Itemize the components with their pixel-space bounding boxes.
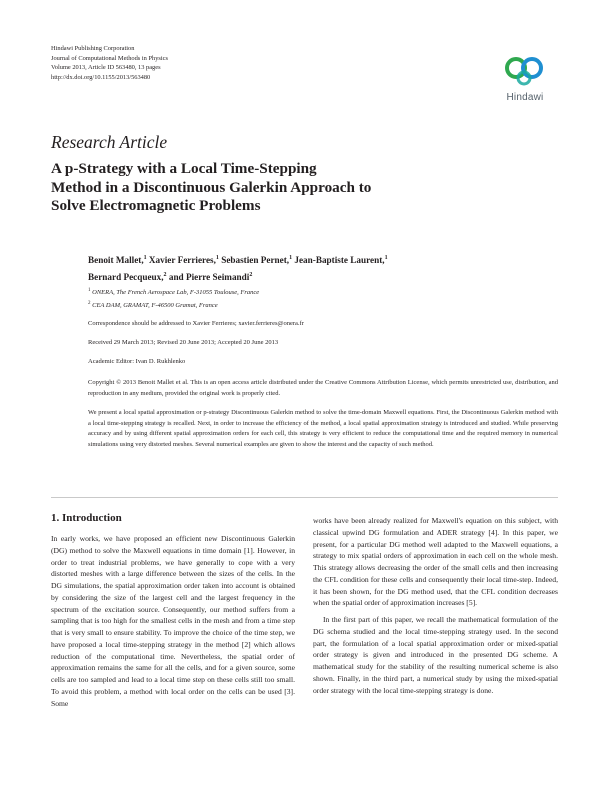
divider	[51, 497, 558, 498]
author-name: and Pierre Seimandi	[168, 271, 250, 282]
journal-header	[51, 44, 168, 82]
article-type: Research Article	[51, 132, 168, 152]
hindawi-logo-text: Hindawi	[506, 92, 544, 103]
affil-mark: 1	[88, 288, 91, 293]
author-affil-mark: 1	[215, 255, 219, 261]
author-name: Benoit Mallet,	[88, 255, 144, 266]
author-name: Xavier Ferrieres,	[148, 255, 216, 266]
author-name: Bernard Pecqueux,	[88, 271, 164, 282]
author-affil-mark: 1	[384, 255, 388, 261]
abstract: We present a local spatial approximation or p-strategy Discontinuous Galerkin method to solve the time-domain Maxwell equations. First, the Discontinuous Galerkin method with a local time-stepping strategy is recalled. Next, in order to increase the efficiency of the method, a local spatial approximation strategy is introduced and studied. While preserving accuracy and by using different spatial approximation orders for each cell, this strategy is very efficient to reduce the computational time and the required memory in numerical simulations using very distorted meshes. Several numerical examples are given to show the interest and the capacity of such method.	[88, 409, 558, 448]
title-line: A p-Strategy with a Local Time-Stepping	[51, 160, 317, 177]
author-affil-mark: 2	[249, 271, 253, 278]
publisher-name: Hindawi Publishing Corporation	[51, 45, 135, 52]
affil-mark: 2	[88, 300, 91, 306]
article-title	[51, 160, 491, 216]
author-name: Jean-Baptiste Laurent,	[294, 255, 385, 266]
affiliations	[88, 286, 259, 311]
author-list	[88, 251, 558, 284]
title-line: Solve Electromagnetic Problems	[51, 197, 261, 214]
author-affil-mark: 2	[163, 271, 167, 278]
received-dates: Received 29 March 2013; Revised 20 June 2013; Accepted 20 June 2013	[88, 339, 279, 346]
volume-info: Volume 2013, Article ID 563480, 13 pages	[51, 64, 161, 72]
paragraph: In the first part of this paper, we recall the mathematical formulation of the DG schema studied and the local time-stepping strategy used. In the second part, the formulation of a local spatial approximation order or mixed-spatial order strategy is given and introduced in the presented DG scheme. A mathematical study for the stability of the resulting numerical scheme is also shown. Finally, in the third part, a numerical study by using the mixed-spatial order strategy with the local time-stepping strategy is done.	[313, 615, 558, 695]
copyright-notice: Copyright © 2013 Benoit Mallet et al. This is an open access article distributed under the Creative Commons Attribution License, which permits unrestricted use, distribution, and reproduction in any medium, provided the original work is properly cited.	[88, 379, 558, 397]
journal-name: Journal of Computational Methods in Physics	[51, 54, 168, 62]
affiliation: ONERA, The French Aerospace Lab, F-31055 Toulouse, France	[92, 289, 260, 297]
author-name: Sebastien Pernet,	[221, 255, 290, 266]
affiliation: CEA DAM, GRAMAT, F-46500 Gramat, France	[92, 301, 218, 309]
paragraph: In early works, we have proposed an efficient new Discontinuous Galerkin (DG) method to solve the Maxwell equations in time domain [1]. However, in order to treat industrial problems, we have generally to cope with a very distorted meshes with a large difference between the sizes of the cells. In the DG simulations, the spatial approximation order taken into account is obtained by considering the size of the largest cell and the largest frequency in the spectrum of the excitation source. Consequently, our method suffers from a sampling that is too high for the smallest cells in the mesh and from a time step that is very small to ensure stability. To improve the choice of the time step, we have proposed a local time-stepping strategy in the method [2] which allows reduction of the computational time. Nevertheless, the spatial order of approximation remains the same for all the cells, and for a given source, some cells are too sampled and lead to a local time step on these cells still too small. To avoid this problem, a method with local order on the cells can be used [3]. Some	[51, 534, 295, 708]
author-affil-mark: 1	[143, 255, 147, 261]
title-line: Method in a Discontinuous Galerkin Approach to	[51, 178, 372, 196]
section-heading: 1. Introduction	[51, 512, 122, 524]
paragraph: works have been already realized for Maxwell's equation on this subject, with classical upwind DG formulation and ADER strategy [4]. In this paper, we present, for a particular DG method well adapted to the Maxwell equations, a strategy to mix spatial orders of approximation in each cell on the whole mesh. This strategy allows decreasing the order of the small cells and then increasing the CFL condition for these cells and consequently their local time-step. Indeed, it has been shown, for the DG method used, that the CFL condition decreases when the spatial order of approximation increases [5].	[313, 516, 558, 608]
body-column-left	[51, 533, 295, 709]
body-column-right	[313, 515, 558, 696]
author-affil-mark: 1	[289, 255, 293, 261]
correspondence: Correspondence should be addressed to Xavier Ferrieres; xavier.ferrieres@onera.fr	[88, 320, 304, 327]
doi-link[interactable]: http://dx.doi.org/10.1155/2013/563480	[51, 73, 151, 81]
academic-editor: Academic Editor: Ivan D. Rukhlenko	[88, 358, 186, 365]
